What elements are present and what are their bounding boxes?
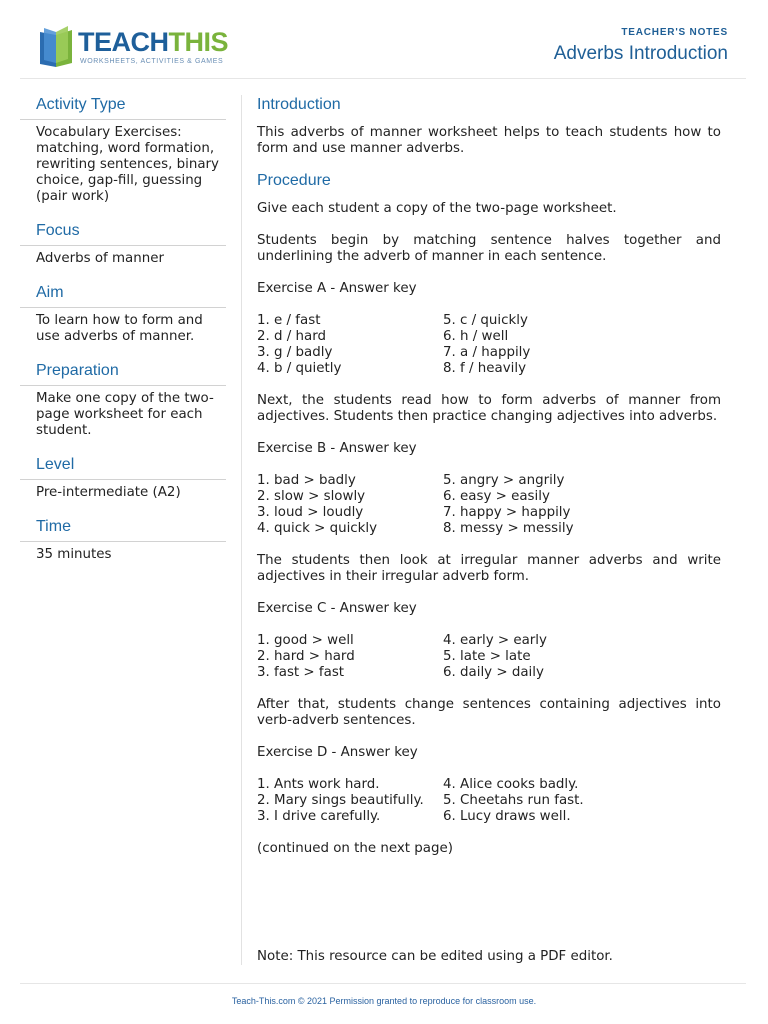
exercise-a-answer-key xyxy=(257,313,721,377)
answer-item: 6. h / well xyxy=(443,329,509,344)
exercise-b-answer-key xyxy=(257,473,721,537)
sidebar-focus xyxy=(20,221,226,267)
answer-item: 2. hard > hard xyxy=(257,649,355,664)
answer-item: 2. d / hard xyxy=(257,329,327,344)
answer-item: 1. bad > badly xyxy=(257,473,356,488)
introduction-text: This adverbs of manner worksheet helps to teach students how to form and use manner adverbs. xyxy=(257,125,721,156)
sidebar-text: Pre-intermediate (A2) xyxy=(36,485,181,500)
answer-item: 4. b / quietly xyxy=(257,361,342,376)
answer-item: 1. e / fast xyxy=(257,313,321,328)
sidebar-heading: Preparation xyxy=(20,361,226,386)
book-logo-icon xyxy=(36,24,76,68)
sidebar-text: Vocabulary Exercises: matching, word formation, rewriting sentences, binary choice, gap-fill, guessing (pair work) xyxy=(36,125,219,204)
page-header xyxy=(0,0,768,80)
answer-item: 6. Lucy draws well. xyxy=(443,809,571,824)
answer-item: 8. f / heavily xyxy=(443,361,526,376)
exercise-a-title: Exercise A - Answer key xyxy=(257,281,417,296)
answer-item: 3. loud > loudly xyxy=(257,505,364,520)
answer-item: 3. I drive carefully. xyxy=(257,809,381,824)
answer-item: 6. daily > daily xyxy=(443,665,544,680)
sidebar-activity-type xyxy=(20,95,226,205)
procedure-heading: Procedure xyxy=(257,172,331,189)
sidebar-heading: Aim xyxy=(20,283,226,308)
answer-item: 8. messy > messily xyxy=(443,521,574,536)
answer-item: 1. Ants work hard. xyxy=(257,777,380,792)
sidebar-text: To learn how to form and use adverbs of manner. xyxy=(36,313,203,344)
footer-divider xyxy=(20,983,746,984)
answer-item: 4. quick > quickly xyxy=(257,521,378,536)
answer-item: 2. slow > slowly xyxy=(257,489,366,504)
column-divider xyxy=(241,95,242,965)
sidebar-aim xyxy=(20,283,226,345)
logo-tagline: WORKSHEETS, ACTIVITIES & GAMES xyxy=(80,58,224,65)
procedure-paragraph: Students begin by matching sentence halves together and underlining the adverb of manner in each sentence. xyxy=(257,233,721,264)
answer-item: 5. angry > angrily xyxy=(443,473,565,488)
footer-copyright: Teach-This.com © 2021 Permission granted to reproduce for classroom use. xyxy=(231,996,537,1006)
exercise-b-title: Exercise B - Answer key xyxy=(257,441,417,456)
answer-item: 3. fast > fast xyxy=(257,665,345,680)
pdf-editor-note: Note: This resource can be edited using a PDF editor. xyxy=(257,949,613,964)
continued-note: (continued on the next page) xyxy=(257,841,453,856)
exercise-c-title: Exercise C - Answer key xyxy=(257,601,417,616)
sidebar xyxy=(20,95,226,579)
sidebar-text: 35 minutes xyxy=(36,547,112,562)
sidebar-text: Make one copy of the two-page worksheet for each student. xyxy=(36,391,214,438)
answer-item: 5. c / quickly xyxy=(443,313,528,328)
teach-this-logo xyxy=(36,24,236,70)
answer-item: 4. Alice cooks badly. xyxy=(443,777,579,792)
header-divider xyxy=(20,78,746,79)
main-content xyxy=(257,95,721,873)
exercise-d-title: Exercise D - Answer key xyxy=(257,745,418,760)
answer-item: 3. g / badly xyxy=(257,345,333,360)
introduction-heading: Introduction xyxy=(257,96,341,113)
procedure-paragraph: The students then look at irregular manner adverbs and write adjectives in their irregular adverb form. xyxy=(257,553,721,584)
page-title: Adverbs Introduction xyxy=(553,43,728,64)
exercise-c-answer-key xyxy=(257,633,721,681)
answer-item: 4. early > early xyxy=(443,633,547,648)
teachers-notes-label: TEACHER'S NOTES xyxy=(621,27,728,38)
sidebar-heading: Activity Type xyxy=(20,95,226,120)
sidebar-heading: Time xyxy=(20,517,226,542)
sidebar-heading: Level xyxy=(20,455,226,480)
sidebar-heading: Focus xyxy=(20,221,226,246)
answer-item: 7. a / happily xyxy=(443,345,531,360)
answer-item: 5. Cheetahs run fast. xyxy=(443,793,584,808)
answer-item: 7. happy > happily xyxy=(443,505,571,520)
answer-item: 6. easy > easily xyxy=(443,489,550,504)
sidebar-preparation xyxy=(20,361,226,439)
procedure-paragraph: Next, the students read how to form adverbs of manner from adjectives. Students then practice changing adjectives into adverbs. xyxy=(257,393,721,424)
exercise-d-answer-key xyxy=(257,777,721,825)
procedure-paragraph: After that, students change sentences containing adjectives into verb-adverb sentences. xyxy=(257,697,721,728)
answer-item: 5. late > late xyxy=(443,649,531,664)
sidebar-text: Adverbs of manner xyxy=(36,251,164,266)
answer-item: 2. Mary sings beautifully. xyxy=(257,793,424,808)
answer-item: 1. good > well xyxy=(257,633,354,648)
logo-wordmark: TEACHTHIS xyxy=(78,27,229,57)
sidebar-level xyxy=(20,455,226,501)
procedure-paragraph: Give each student a copy of the two-page worksheet. xyxy=(257,201,617,216)
sidebar-time xyxy=(20,517,226,563)
